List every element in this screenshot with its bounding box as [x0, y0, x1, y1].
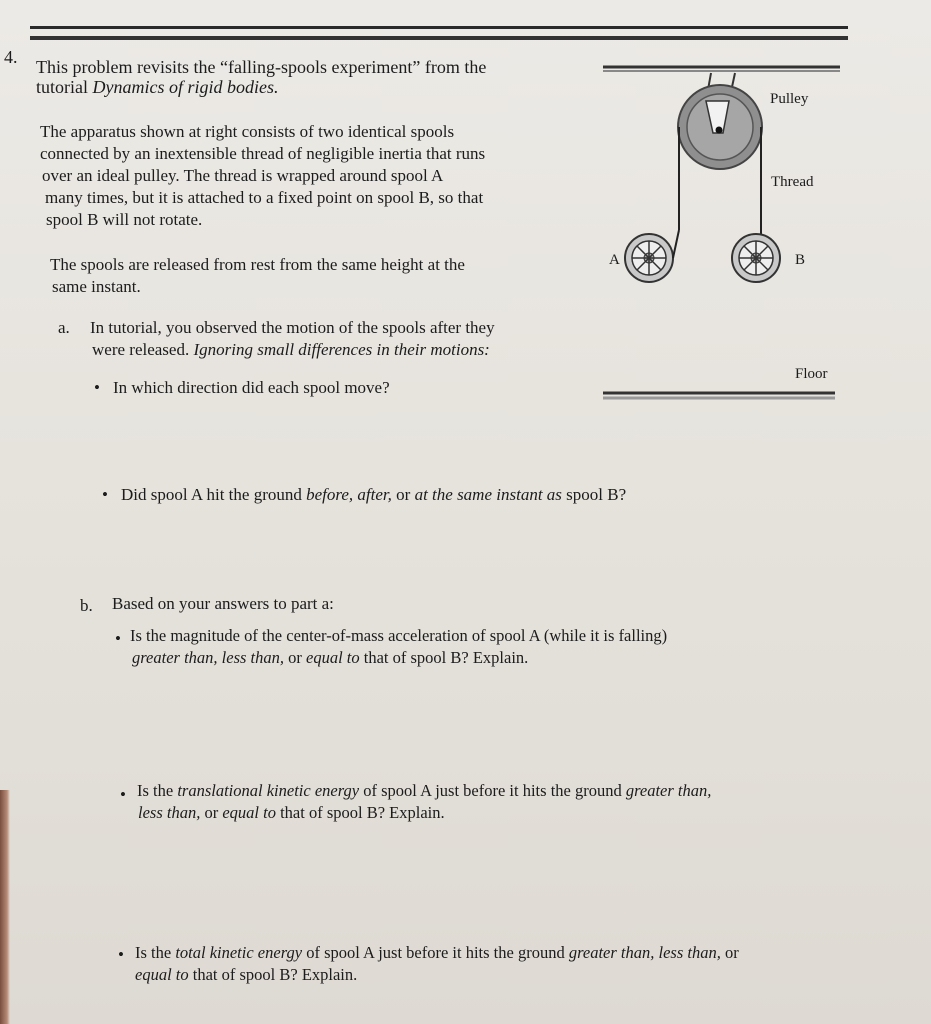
q-b3-text-1: Is the: [135, 943, 176, 962]
q-b2-text-1: Is the: [137, 781, 178, 800]
question-b1-line-1: Is the magnitude of the center-of-mass acceleration of spool A (while it is falling): [130, 626, 668, 645]
q-b3-text-2: of spool A just before it hits the ground: [302, 943, 569, 962]
intro-text: tutorial: [36, 77, 93, 97]
q-a2-italic-1: before, after,: [306, 485, 392, 504]
bullet-a1: •: [94, 378, 100, 397]
part-b-letter: b.: [80, 596, 93, 615]
release-line-2: same instant.: [52, 277, 141, 296]
part-a-italic: Ignoring small differences in their motions:: [193, 340, 490, 359]
q-a2-text-2: or: [391, 485, 415, 504]
question-b2-line-1: [137, 779, 711, 802]
q-b2-text-3: or: [200, 803, 223, 822]
release-line-1: The spools are released from rest from the same height at the: [50, 255, 465, 274]
apparatus-line-2: connected by an inextensible thread of negligible inertia that runs: [40, 144, 486, 163]
tutorial-title: Dynamics of rigid bodies.: [92, 77, 279, 97]
intro-line-1: This problem revisits the “falling-spools experiment” from the: [36, 57, 487, 77]
pulley-label: Pulley: [770, 91, 809, 107]
part-b-intro: Based on your answers to part a:: [112, 594, 334, 613]
q-a2-text-1: Did spool A hit the ground: [121, 485, 307, 504]
question-a1: In which direction did each spool move?: [113, 378, 390, 397]
thread-wrap-a: [673, 230, 679, 258]
spool-b: [732, 234, 780, 282]
thread-label: Thread: [771, 174, 814, 190]
pulley-axle: [716, 127, 723, 134]
problem-number: 4.: [4, 47, 18, 67]
q-b3-italic-3: equal to: [135, 965, 189, 984]
q-b3-italic-2: greater than, less than,: [568, 943, 721, 962]
spool-a-label: A: [609, 252, 620, 268]
q-b1-text-1: or: [284, 648, 307, 667]
spool-apparatus-figure: [595, 55, 845, 415]
q-b3-text-4: that of spool B? Explain.: [188, 965, 358, 984]
bullet-b2: •: [120, 785, 126, 804]
bullet-b1: •: [115, 629, 121, 648]
part-a-line-1: In tutorial, you observed the motion of the spools after they: [90, 318, 495, 337]
apparatus-line-3: over an ideal pulley. The thread is wrapped around spool A: [42, 166, 444, 185]
q-a2-text-3: spool B?: [561, 485, 627, 504]
q-b3-italic-1: total kinetic energy: [175, 943, 303, 962]
q-b1-italic-2: equal to: [306, 648, 360, 667]
apparatus-line-5: spool B will not rotate.: [46, 210, 203, 229]
question-b1-line-2: [132, 646, 528, 669]
bullet-a2: •: [102, 485, 108, 504]
question-b2-line-2: [138, 801, 445, 824]
part-a-line-2: [92, 338, 490, 361]
bullet-b3: •: [118, 945, 124, 964]
top-rule-thick: [30, 36, 848, 40]
question-b3-line-2: [135, 963, 357, 986]
q-b1-italic-1: greater than, less than,: [132, 648, 285, 667]
q-b3-text-3: or: [720, 943, 739, 962]
part-a-text: were released.: [92, 340, 194, 359]
part-a-letter: a.: [58, 318, 70, 337]
q-b2-italic-4: equal to: [222, 803, 276, 822]
top-rule: [30, 26, 848, 29]
apparatus-line-1: The apparatus shown at right consists of two identical spools: [40, 122, 455, 141]
q-b2-italic-1: translational kinetic energy: [177, 781, 360, 800]
page-edge-shadow: [0, 790, 10, 1024]
question-a2: [121, 483, 626, 506]
q-b2-text-4: that of spool B? Explain.: [275, 803, 445, 822]
q-b1-text-2: that of spool B? Explain.: [359, 648, 529, 667]
spool-a: [625, 234, 673, 282]
q-b2-italic-3: less than,: [138, 803, 201, 822]
apparatus-line-4: many times, but it is attached to a fixed point on spool B, so that: [45, 188, 484, 207]
intro-line-2: [36, 76, 279, 99]
q-b2-text-2: of spool A just before it hits the ground: [359, 781, 626, 800]
floor-label: Floor: [795, 366, 828, 382]
q-a2-italic-2: at the same instant as: [414, 485, 562, 504]
spool-b-label: B: [795, 252, 806, 268]
question-b3-line-1: [135, 941, 739, 964]
q-b2-italic-2: greater than,: [625, 781, 712, 800]
